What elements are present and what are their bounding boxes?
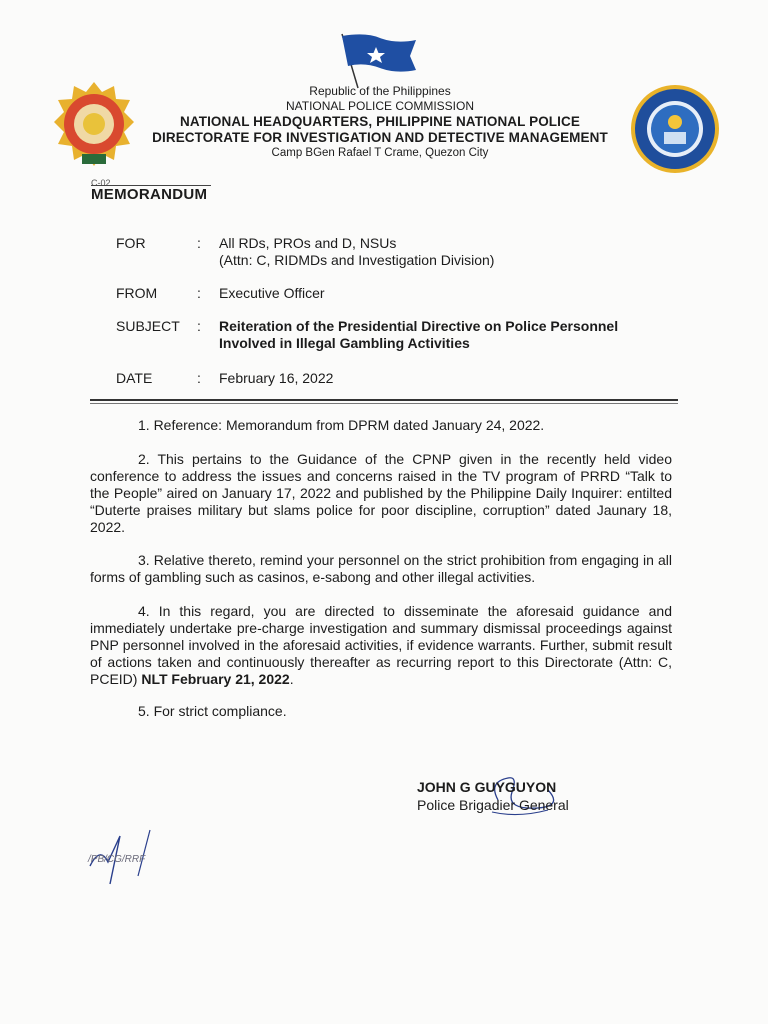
from-colon: : [197, 285, 201, 301]
camp-line: Camp BGen Rafael T Crame, Quezon City [271, 147, 489, 159]
from-label: FROM [116, 285, 158, 301]
subject-line-2: Involved in Illegal Gambling Activities [219, 335, 470, 351]
directorate-line: DIRECTORATE FOR INVESTIGATION AND DETECTIVE MANAGEMENT [152, 130, 608, 145]
republic-line: Republic of the Philippines [309, 84, 451, 98]
pnp-seal-icon [52, 80, 136, 170]
from-value: Executive Officer [219, 285, 325, 301]
divider [90, 399, 678, 401]
date-colon: : [197, 370, 201, 386]
paragraph-1: 1. Reference: Memorandum from DPRM dated January 24, 2022. [138, 417, 545, 433]
deadline: NLT February 21, 2022 [141, 671, 290, 687]
hq-line: NATIONAL HEADQUARTERS, PHILIPPINE NATIONAL POLICE [180, 114, 580, 129]
initials-line: /PB/CG/RRF [88, 854, 146, 865]
memo-title: MEMORANDUM [91, 186, 208, 203]
commission-line: NATIONAL POLICE COMMISSION [285, 99, 475, 113]
paragraph-3: 3. Relative thereto, remind your personnel on the strict prohibition from engaging in all forms of gambling such as casinos, e-sabong and other illegal activities. [90, 552, 672, 585]
subject-line-1: Reiteration of the Presidential Directive on Police Personnel [219, 318, 619, 334]
date-value: February 16, 2022 [219, 370, 334, 386]
signatory-name: JOHN G GUYGUYON [417, 779, 557, 795]
paragraph-5: 5. For strict compliance. [138, 703, 287, 719]
letterhead [130, 84, 630, 161]
paragraph-2: 2. This pertains to the Guidance of the CPNP given in the recently held video conference to address the issues and concerns raised in the TV program of PRRD “Talk to the People” aired on January 17, 2022 and published by the Philippine Daily Inquirer: entilted “Duterte praises military but slams police for poor discipline, corruption” dated Jaunary 18, 2022. [90, 451, 672, 535]
paragraph-4-text: 4. In this regard, you are directed to disseminate the aforesaid guidance and immediately undertake pre-charge investigation and summary dismissal proceedings against PNP personnel involved in the aforesaid activities, if evidence warrants. Further, submit result of actions taken and continuously thereafter as recurring report to this Directorate (Attn: C, PCEID) [90, 603, 672, 687]
subject-label: SUBJECT [116, 318, 180, 334]
flag-icon [336, 30, 420, 90]
didm-seal-icon [626, 84, 724, 174]
date-label: DATE [116, 370, 153, 386]
for-label: FOR [116, 235, 146, 251]
subject-colon: : [197, 318, 201, 334]
paragraph-4-end: . [289, 671, 294, 687]
paragraph-4 [90, 603, 672, 688]
for-attn: (Attn: C, RIDMDs and Investigation Division) [219, 252, 495, 268]
memo-code: C-02 [91, 178, 111, 188]
for-colon: : [197, 235, 201, 251]
divider [90, 403, 678, 404]
for-value: All RDs, PROs and D, NSUs [219, 235, 397, 251]
signatory-rank: Police Brigadier General [417, 797, 569, 813]
